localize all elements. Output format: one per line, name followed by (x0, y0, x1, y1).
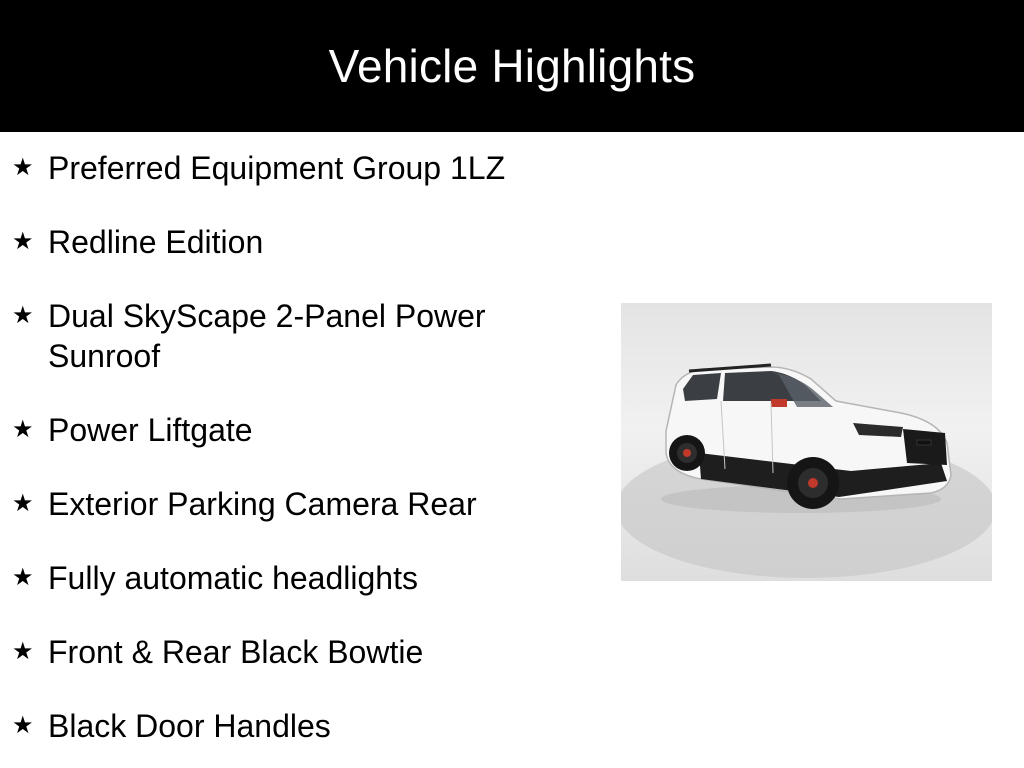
highlight-label: Exterior Parking Camera Rear (48, 486, 477, 522)
list-item (12, 484, 572, 524)
star-icon: ★ (12, 228, 34, 255)
highlight-label: Dual SkyScape 2-Panel Power Sunroof (48, 298, 486, 374)
star-icon: ★ (12, 638, 34, 665)
list-item (12, 706, 572, 746)
list-item (12, 410, 572, 450)
list-item (12, 632, 572, 672)
highlight-label: Preferred Equipment Group 1LZ (48, 150, 506, 186)
highlight-label: Power Liftgate (48, 412, 253, 448)
highlight-label: Black Door Handles (48, 708, 331, 744)
vehicle-photo (621, 303, 992, 581)
list-item (12, 558, 572, 598)
star-icon: ★ (12, 490, 34, 517)
star-icon: ★ (12, 712, 34, 739)
list-item (12, 296, 532, 376)
highlight-label: Fully automatic headlights (48, 560, 418, 596)
list-item (12, 222, 572, 262)
star-icon: ★ (12, 154, 34, 181)
highlight-label: Front & Rear Black Bowtie (48, 634, 424, 670)
highlight-label: Redline Edition (48, 224, 264, 260)
star-icon: ★ (12, 416, 34, 443)
star-icon: ★ (12, 302, 34, 329)
page-title: Vehicle Highlights (328, 40, 696, 92)
header-bar (0, 0, 1024, 132)
list-item (12, 148, 572, 188)
star-icon: ★ (12, 564, 34, 591)
